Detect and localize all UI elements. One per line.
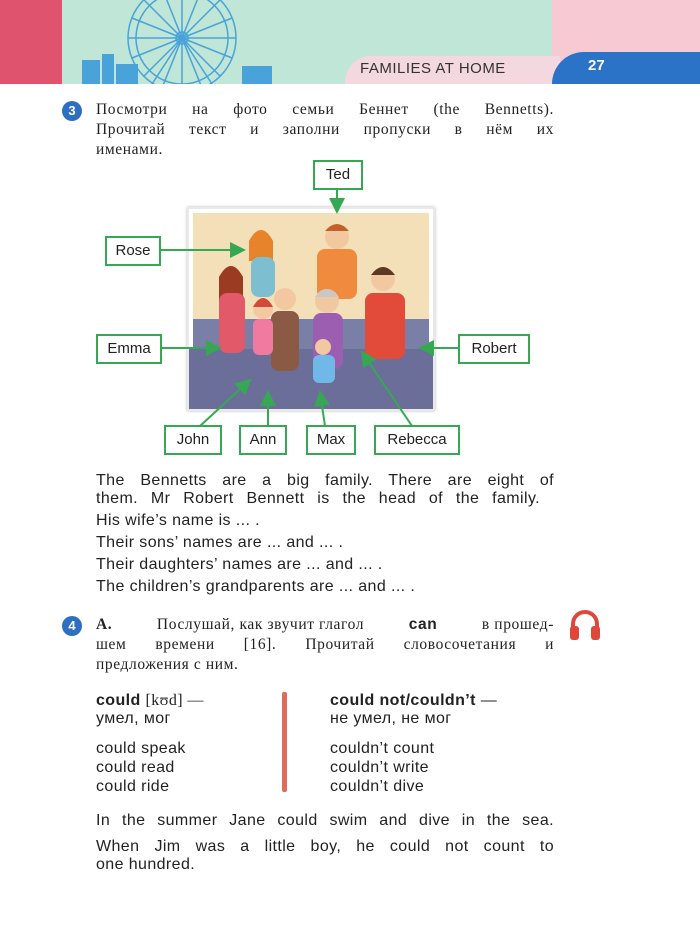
couldnt-phrase-2: couldn’t write bbox=[330, 759, 429, 776]
couldnt-translation: не умел, не мог bbox=[330, 710, 452, 727]
ex3-text-line-4: Their sons’ names are ... and ... . bbox=[96, 534, 344, 551]
exercise-3-instruction-line-2: Прочитай текст и заполни пропуски в нём их bbox=[96, 121, 554, 138]
ex3-text-line-1: The Bennetts are a big family. There are eight of bbox=[96, 472, 554, 489]
ex4-sentence-3: one hundred. bbox=[96, 856, 196, 873]
could-phrase-1: could speak bbox=[96, 740, 186, 757]
ex4-instruction-line-2: шем времени [16]. Прочитай словосочетания и bbox=[96, 636, 554, 653]
exercise-3-instruction-line-1: Посмотри на фото семьи Беннет (the Bennetts). bbox=[96, 101, 554, 118]
label-rose: Rose bbox=[105, 236, 161, 266]
exercise-4-badge: 4 bbox=[62, 616, 82, 636]
couldnt-word: could not/couldn’t bbox=[330, 692, 476, 709]
ex4-instruction-a: Послушай, как звучит глагол bbox=[156, 616, 365, 633]
page-number: 27 bbox=[588, 57, 605, 74]
couldnt-phrase-1: couldn’t count bbox=[330, 740, 435, 757]
could-phrase-3: could ride bbox=[96, 778, 170, 795]
exercise-3-instruction-line-3: именами. bbox=[96, 141, 163, 158]
ex4-sentence-2: When Jim was a little boy, he could not count to bbox=[96, 838, 554, 855]
couldnt-phrase-3: couldn’t dive bbox=[330, 778, 425, 795]
label-emma: Emma bbox=[96, 334, 162, 364]
ex3-text-line-5: Their daughters’ names are ... and ... . bbox=[96, 556, 383, 573]
label-ted: Ted bbox=[313, 160, 363, 190]
couldnt-dash: — bbox=[480, 692, 498, 709]
ex4-instruction-line-3: предложения с ним. bbox=[96, 656, 239, 673]
ex4-sentence-1: In the summer Jane could swim and dive in the sea. bbox=[96, 812, 554, 829]
couldnt-heading bbox=[330, 692, 497, 710]
label-john: John bbox=[164, 425, 222, 455]
label-ann: Ann bbox=[239, 425, 287, 455]
could-transcription: [kʊd] — bbox=[145, 692, 204, 709]
label-max: Max bbox=[306, 425, 356, 455]
exercise-3-badge: 3 bbox=[62, 101, 82, 121]
could-word: could bbox=[96, 692, 141, 709]
headphones-icon[interactable] bbox=[568, 608, 602, 642]
ex3-text-line-2: them. Mr Robert Bennett is the head of the family. bbox=[96, 490, 540, 507]
ex4-part-label: A. bbox=[96, 616, 113, 633]
label-rebecca: Rebecca bbox=[374, 425, 460, 455]
ex3-text-line-3: His wife’s name is ... . bbox=[96, 512, 261, 529]
label-robert: Robert bbox=[458, 334, 530, 364]
ex3-text-line-6: The children’s grandparents are ... and ... . bbox=[96, 578, 416, 595]
ex4-keyword-can: can bbox=[408, 616, 438, 633]
page-title: FAMILIES AT HOME bbox=[360, 60, 506, 77]
could-phrase-2: could read bbox=[96, 759, 175, 776]
label-connectors bbox=[0, 0, 700, 460]
ex4-instruction-b: в прошед- bbox=[481, 616, 554, 633]
could-heading bbox=[96, 692, 204, 710]
could-translation: умел, мог bbox=[96, 710, 171, 727]
column-divider bbox=[282, 692, 287, 792]
ex4-instruction-line-1 bbox=[96, 616, 554, 634]
